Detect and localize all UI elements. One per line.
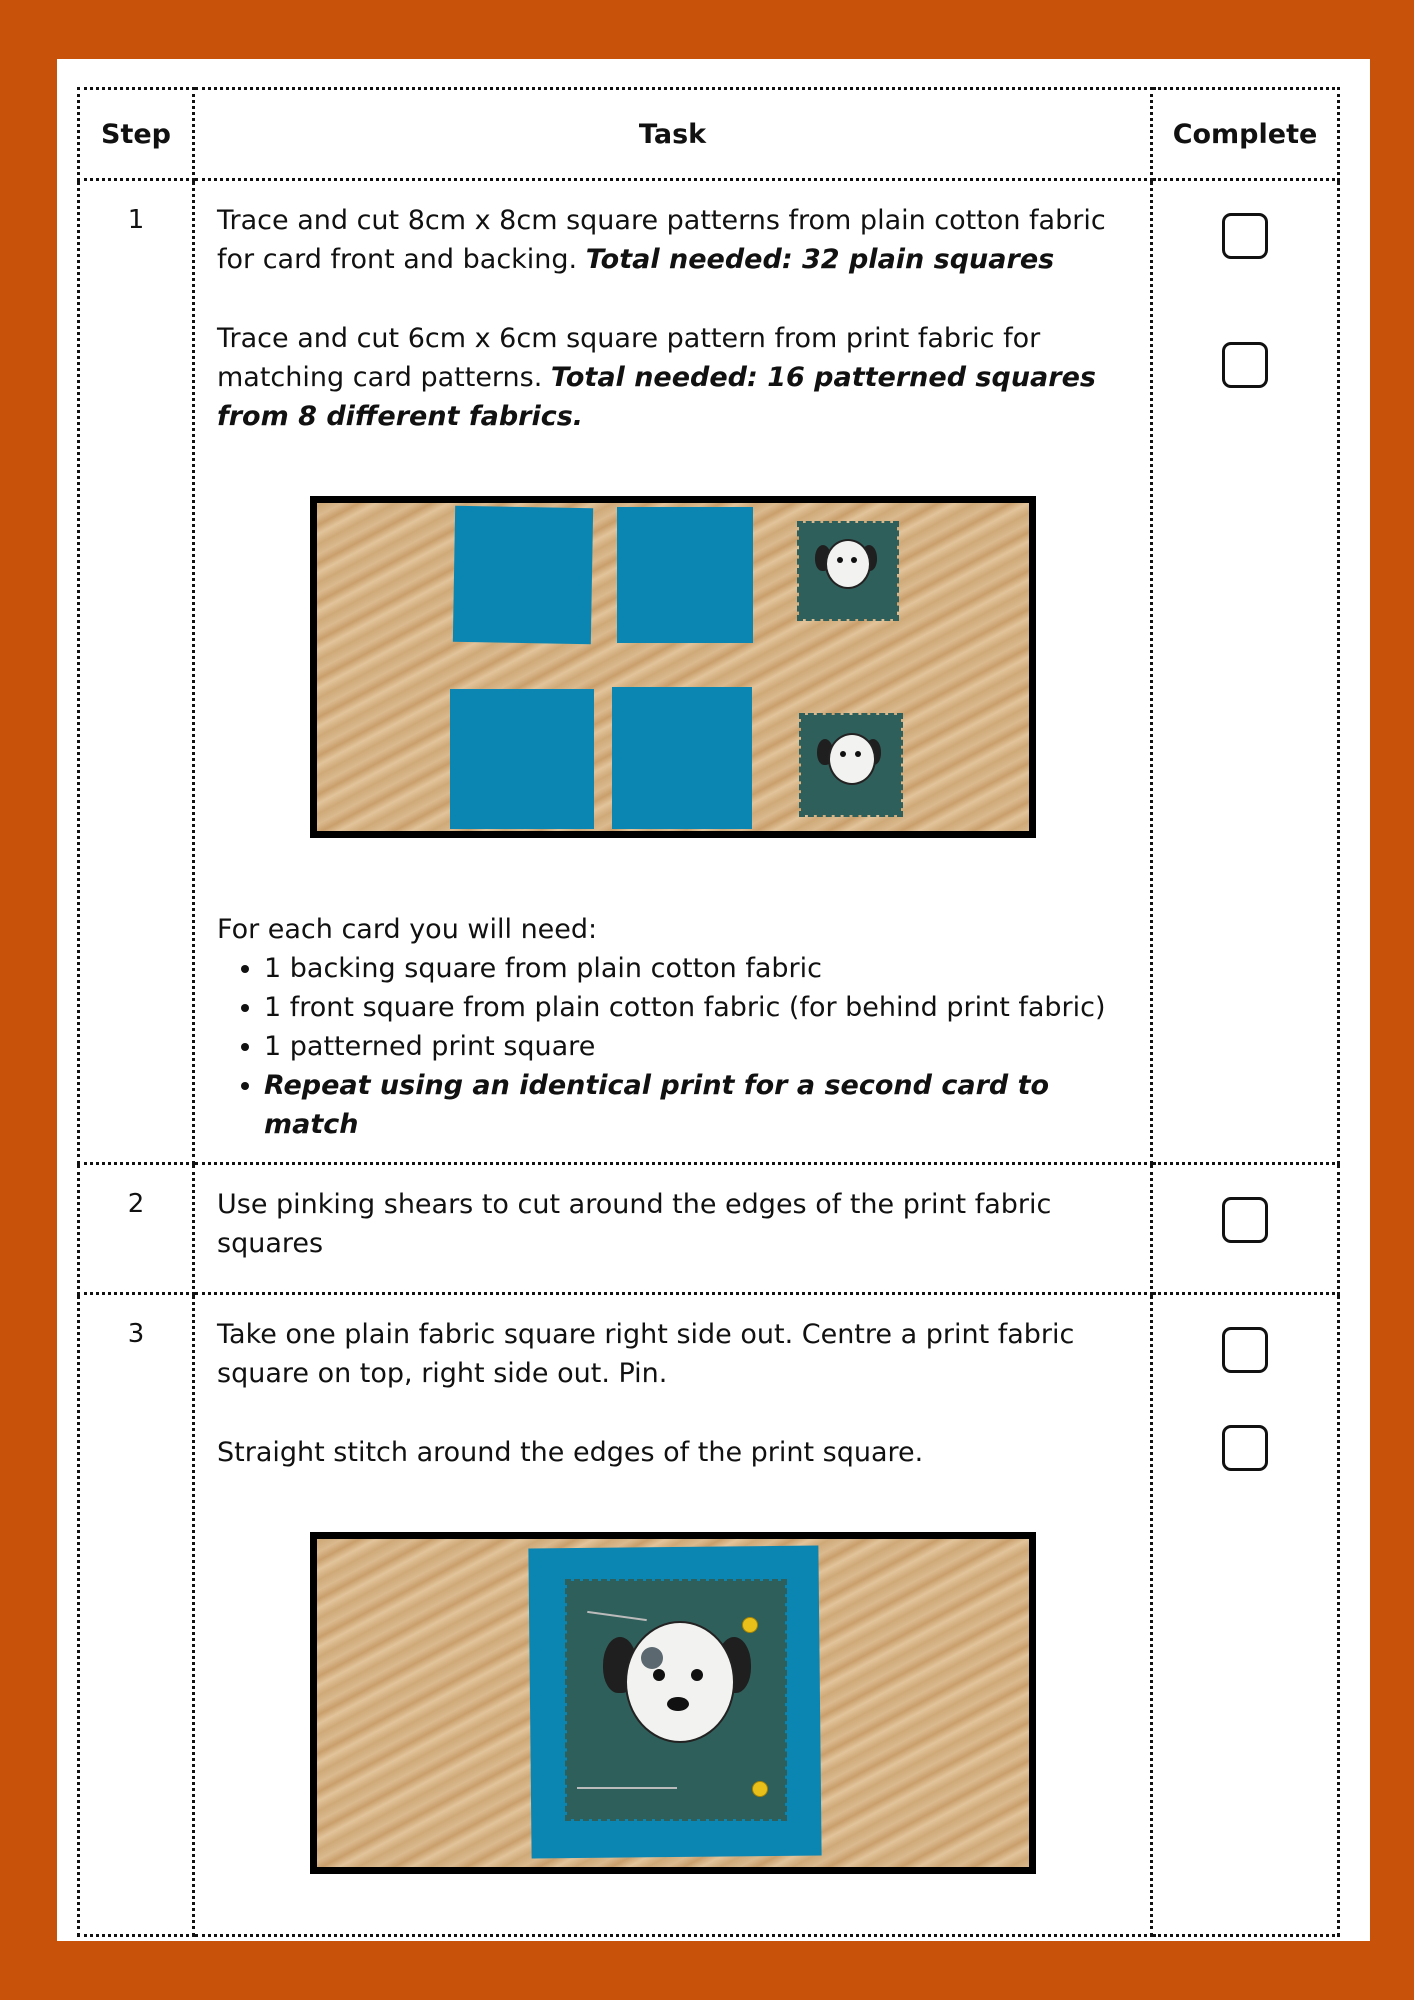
task-paragraph xyxy=(217,201,1128,279)
plain-square xyxy=(612,687,752,829)
pin-head xyxy=(742,1617,758,1633)
step-number: 3 xyxy=(79,1294,194,1936)
step-number: 2 xyxy=(79,1164,194,1294)
task-paragraph xyxy=(217,319,1128,436)
table-row-step-3 xyxy=(79,1294,1339,1936)
task-cell xyxy=(194,1294,1152,1936)
task-emphasis: Total needed: 32 plain squares xyxy=(585,244,1055,275)
task-text: Trace and cut 6cm x 6cm square pattern from print fabric for matching card patterns. xyxy=(217,323,1041,393)
header-step: Step xyxy=(79,89,194,180)
list-intro: For each card you will need: xyxy=(217,914,598,945)
fabric-squares-photo xyxy=(310,496,1036,838)
list-item-emphasis: • Repeat using an identical print for a second card to match xyxy=(264,1066,1128,1144)
complete-checkbox[interactable] xyxy=(1222,1197,1268,1243)
step-number: 1 xyxy=(79,180,194,1164)
list-item: • 1 patterned print square xyxy=(264,1027,1128,1066)
plain-square xyxy=(450,689,594,829)
worksheet-page xyxy=(57,59,1370,1941)
table-row-step-2 xyxy=(79,1164,1339,1294)
complete-checkbox[interactable] xyxy=(1222,1425,1268,1471)
print-square xyxy=(801,715,901,815)
task-paragraph: Use pinking shears to cut around the edges of the print fabric squares xyxy=(217,1189,1052,1259)
task-cell xyxy=(194,1164,1152,1294)
supplies-list xyxy=(217,910,1128,1144)
task-paragraph: Straight stitch around the edges of the print square. xyxy=(217,1437,924,1468)
pinned-square-photo xyxy=(310,1532,1036,1874)
list-item: • 1 backing square from plain cotton fabric xyxy=(264,949,1128,988)
task-emphasis: Total needed: 16 patterned squares from 8 different fabrics. xyxy=(217,362,1096,432)
task-paragraph: Take one plain fabric square right side out. Centre a print fabric square on top, right side out. Pin. xyxy=(217,1319,1075,1389)
pin xyxy=(577,1787,677,1789)
plain-square xyxy=(617,507,753,643)
complete-checkbox[interactable] xyxy=(1222,342,1268,388)
complete-cell xyxy=(1152,1164,1339,1294)
header-complete: Complete xyxy=(1152,89,1339,180)
task-table xyxy=(77,87,1340,1937)
table-header-row xyxy=(79,89,1339,180)
plain-square xyxy=(452,506,592,644)
task-cell xyxy=(194,180,1152,1164)
task-text: Trace and cut 8cm x 8cm square patterns from plain cotton fabric for card front and backing. xyxy=(217,205,1106,275)
table-row-step-1 xyxy=(79,180,1339,1164)
complete-checkbox[interactable] xyxy=(1222,213,1268,259)
print-square xyxy=(799,523,897,619)
pin-head xyxy=(752,1781,768,1797)
complete-cell xyxy=(1152,180,1339,1164)
complete-checkbox[interactable] xyxy=(1222,1327,1268,1373)
header-task: Task xyxy=(194,89,1152,180)
complete-cell xyxy=(1152,1294,1339,1936)
list-item: • 1 front square from plain cotton fabric (for behind print fabric) xyxy=(264,988,1128,1027)
